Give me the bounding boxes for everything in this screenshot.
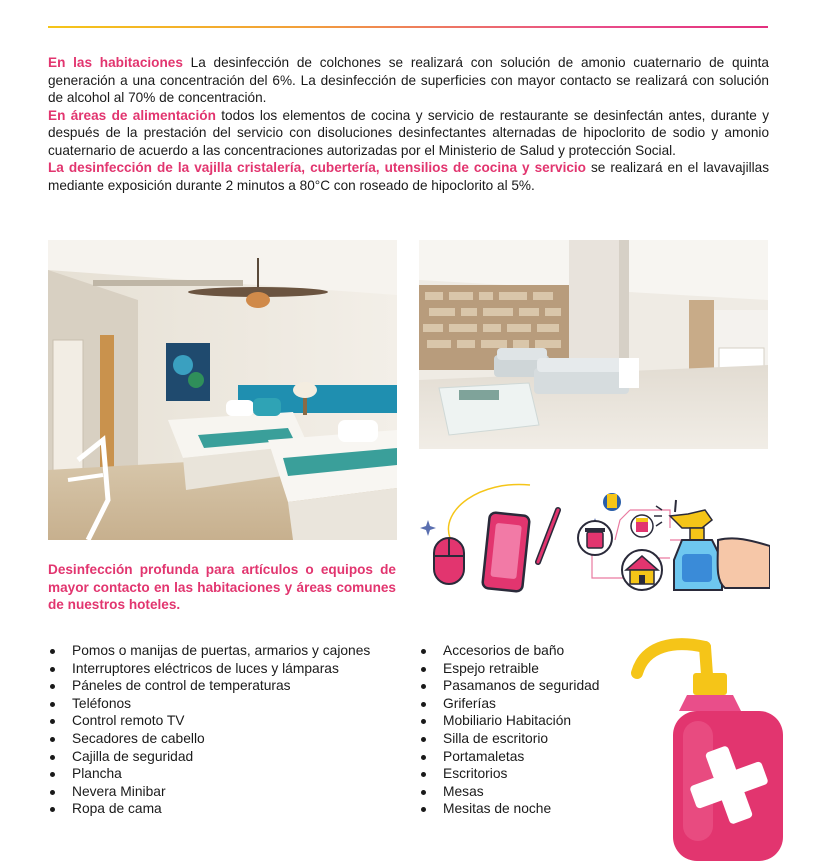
disinfection-list-right [419,642,599,818]
hotel-lobby-photo [419,240,768,449]
list-item: Control remoto TV [48,712,370,730]
list-item: Espejo retraible [419,660,599,678]
trash-bin-icon [578,521,612,555]
paragraph-food [48,107,769,160]
paragraph-dishes-body: se realizará en el lavavajillas mediante exposición durante 2 minutos a 80°C con roseado de hipoclorito al 5%. [48,160,769,193]
list-item: Mobiliario Habitación [419,712,599,730]
section-title: Desinfección profunda para artículos o equipos de mayor contacto en las habitaciones y áreas comunes de nuestros hoteles. [48,562,396,612]
list-item: Pasamanos de seguridad [419,677,599,695]
list-item: Secadores de cabello [48,730,370,748]
paragraph-rooms-title: En las habitaciones [48,55,183,70]
list-item: Nevera Minibar [48,783,370,801]
cleaning-illustration [420,480,770,595]
hotel-room-photo [48,240,397,540]
list-item: Escritorios [419,765,599,783]
paragraph-rooms [48,54,769,107]
list-item: Interruptores eléctricos de luces y lámparas [48,660,370,678]
list-item: Accesorios de baño [419,642,599,660]
paragraph-dishes-title: La desinfección de la vajilla cristalería, cubertería, utensilios de cocina y servicio [48,160,586,175]
list-item: Mesitas de noche [419,800,599,818]
list-item: Portamaletas [419,748,599,766]
list-item: Ropa de cama [48,800,370,818]
bucket-icon [631,515,653,537]
hand-icon [718,538,770,588]
list-item: Cajilla de seguridad [48,748,370,766]
spray-bottle-icon [654,500,722,590]
paragraph-rooms-body: La desinfección de colchones se realizará con solución de amonio cuaternario de quinta generación a una concentración del 6%. La desinfección de superficies con mayor contacto se realizará con solución de alcohol al 70% de concentración. [48,55,769,105]
smartphone-icon [482,512,530,592]
paragraph-food-title: En áreas de alimentación [48,107,216,123]
brush-icon [603,493,621,511]
sanitizer-dispenser-icon [625,625,795,865]
list-item: Páneles de control de temperaturas [48,677,370,695]
pen-icon [538,510,558,562]
mouse-icon [434,538,464,584]
paragraph-dishes [48,159,769,194]
list-item: Griferías [419,695,599,713]
list-item: Teléfonos [48,695,370,713]
list-item: Silla de escritorio [419,730,599,748]
top-gradient-divider [48,26,768,28]
disinfection-list-left [48,642,370,818]
paragraph-food-body: todos los elementos de cocina y servicio de restaurante se desinfectán antes, durante y después de la prestación del servicio con disoluciones desinfectantes alternadas de hipoclorito de sodio y amonio cuaternario de acuerdo a las concentraciones autorizadas por el Ministerio de Salud y protección Social. [48,107,769,158]
list-item: Plancha [48,765,370,783]
house-icon [622,550,662,590]
list-item: Mesas [419,783,599,801]
intro-text [48,54,769,194]
list-item: Pomos o manijas de puertas, armarios y cajones [48,642,370,660]
